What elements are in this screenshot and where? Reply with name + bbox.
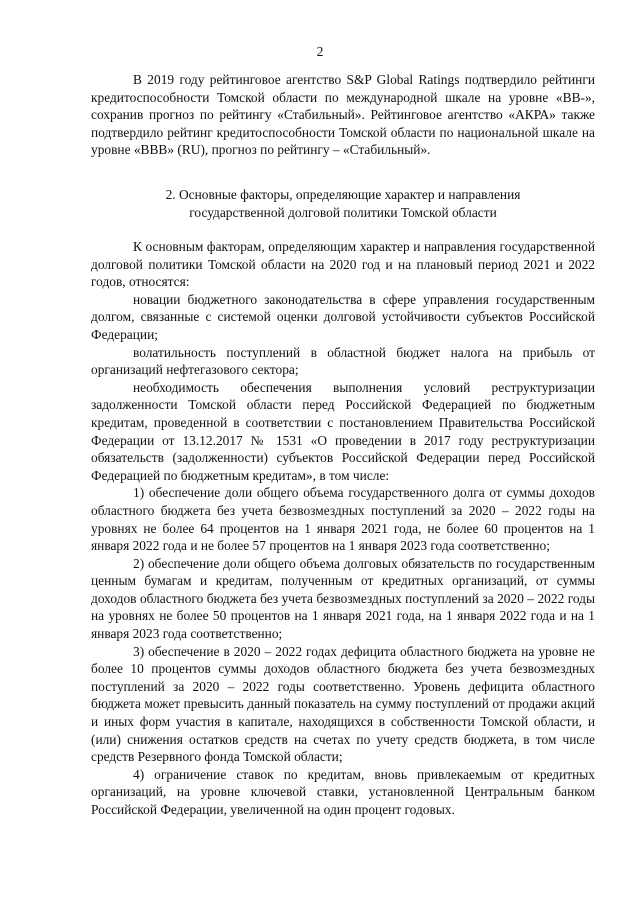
paragraph-factors-intro: К основным факторам, определяющим характер и направления государственной долговой политики Томской области на 2020 год и на плановый период 2021 и 2022 годов, относятся: [91,239,595,290]
paragraph-item-4: 4) ограничение ставок по кредитам, вновь привлекаемым от кредитных организаций, на уровне ключевой ставки, установленной Центральным банком Российской Федерации, увеличенной на один процент годовых. [91,766,595,817]
section-heading-line-1: 2. Основные факторы, определяющие характер и направления [165,187,521,202]
paragraph-restructuring-conditions: необходимость обеспечения выполнения условий реструктуризации задолженности Томской области перед Российской Федерацией по бюджетным кредитам, проведенной в соответствии с постановлением Правительства Российской Федерации от 13.12.2017 № 1531 «О проведении в 2017 году реструктуризации обязательств (задолженности) субъектов Российской Федерации перед Российской Федерацией по бюджетным кредитам», в том числе: [91,379,595,483]
intro-section [91,71,595,159]
section-heading-line-2: государственной долговой политики Томской области [189,204,497,220]
page-number: 2 [316,44,324,59]
paragraph-item-2: 2) обеспечение доли общего объема долговых обязательств по государственным ценным бумагам и кредитам, полученным от кредитных организаций, от суммы доходов областного бюджета без учета безвозмездных поступлений за 2020 – 2022 годы на уровнях не более 50 процентов на 1 января 2021 года, на 1 января 2022 года и на 1 января 2023 года соответственно; [91,555,595,642]
main-text [91,238,595,819]
paragraph-item-3: 3) обеспечение в 2020 – 2022 годах дефицита областного бюджета на уровне не более 10 процентов суммы доходов областного бюджета без учета безвозмездных поступлений за 2020 – 2022 годы соответственно. Уровень дефицита областного бюджета может превысить данный показатель на сумму поступлений от продажи акций и иных форм участия в капитале, находящихся в собственности Томской области, и (или) снижения остатков средств на счетах по учету средств бюджета, в том числе средств Резервного фонда Томской области; [91,643,595,765]
section-heading [91,186,595,221]
intro-paragraph: В 2019 году рейтинговое агентство S&P Global Ratings подтвердило рейтинги кредитоспособности Томской области по международной шкале на уровне «ВВ-», сохранив прогноз по рейтингу «Стабильный». Рейтинговое агентство «АКРА» также подтвердило рейтинг кредитоспособности Томской области по национальной шкале на уровне «ВВВ» (RU), прогноз по рейтингу – «Стабильный». [91,72,595,158]
paragraph-item-1: 1) обеспечение доли общего объема государственного долга от суммы доходов областного бюджета без учета безвозмездных поступлений за 2020 – 2022 годы на уровнях не более 64 процентов на 1 января 2021 года, не более 60 процентов на 1 января 2022 года и не более 57 процентов на 1 января 2023 года соответственно; [91,485,595,554]
paragraph-budget-innovations: новации бюджетного законодательства в сфере управления государственным долгом, связанные с системой оценки долговой устойчивости субъектов Российской Федерации; [91,291,595,342]
paragraph-revenue-volatility: волатильность поступлений в областной бюджет налога на прибыль от организаций нефтегазового сектора; [91,344,595,378]
